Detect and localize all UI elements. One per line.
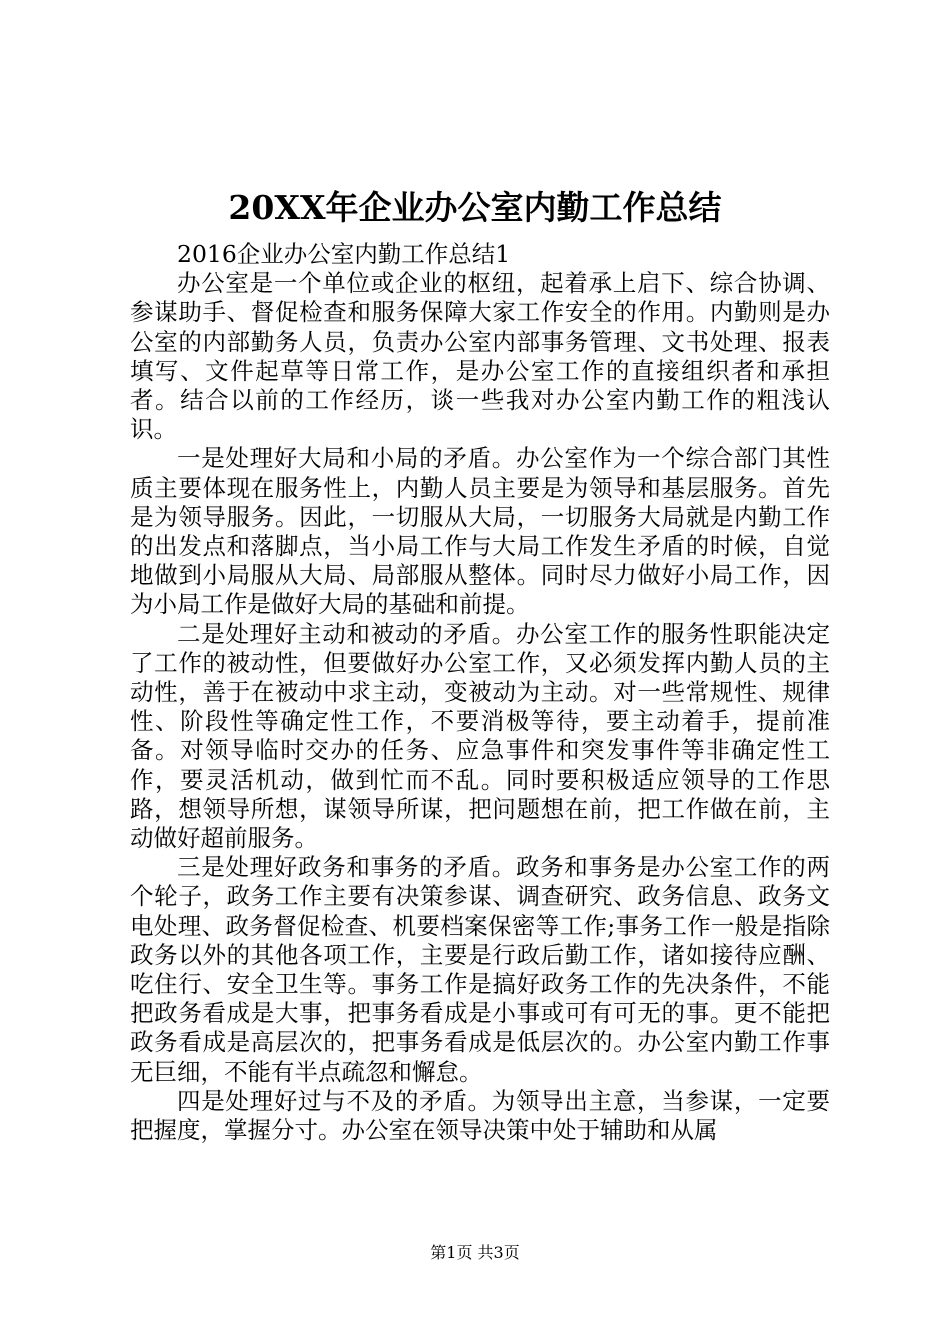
document-title: 20XX年企业办公室内勤工作总结 <box>228 188 722 227</box>
document-body <box>130 240 830 1145</box>
page-footer: 第1页 共3页 <box>430 1243 520 1262</box>
body-paragraph-1: 一是处理好大局和小局的矛盾。办公室作为一个综合部门其性质主要体现在服务性上，内勤人员主要是为领导和基层服务。首先是为领导服务。因此，一切服从大局，一切服务大局就是内勤工作的出发点和落脚点，当小局工作与大局工作发生矛盾的时候，自觉地做到小局服从大局、局部服从整体。同时尽力做好小局工作，因为小局工作是做好大局的基础和前提。 <box>130 444 830 619</box>
body-paragraph-2: 二是处理好主动和被动的矛盾。办公室工作的服务性职能决定了工作的被动性，但要做好办公室工作，又必须发挥内勤人员的主动性，善于在被动中求主动，变被动为主动。对一些常规性、规律性、阶段性等确定性工作，不要消极等待，要主动着手，提前准备。对领导临时交办的任务、应急事件和突发事件等非确定性工作，要灵活机动，做到忙而不乱。同时要积极适应领导的工作思路，想领导所想，谋领导所谋，把问题想在前，把工作做在前，主动做好超前服务。 <box>130 619 830 853</box>
body-paragraph-4: 四是处理好过与不及的矛盾。为领导出主意，当参谋，一定要把握度，掌握分寸。办公室在领导决策中处于辅助和从属 <box>130 1086 830 1145</box>
subtitle-paragraph: 2016企业办公室内勤工作总结1 <box>177 240 511 268</box>
body-paragraph-3: 三是处理好政务和事务的矛盾。政务和事务是办公室工作的两个轮子，政务工作主要有决策参谋、调查研究、政务信息、政务文电处理、政务督促检查、机要档案保密等工作;事务工作一般是指除政务以外的其他各项工作，主要是行政后勤工作，诸如接待应酬、吃住行、安全卫生等。事务工作是搞好政务工作的先决条件，不能把政务看成是大事，把事务看成是小事或可有可无的事。更不能把政务看成是高层次的，把事务看成是低层次的。办公室内勤工作事无巨细，不能有半点疏忽和懈怠。 <box>130 853 830 1086</box>
body-paragraph-intro: 办公室是一个单位或企业的枢纽，起着承上启下、综合协调、参谋助手、督促检查和服务保障大家工作安全的作用。内勤则是办公室的内部勤务人员，负责办公室内部事务管理、文书处理、报表填写、文件起草等日常工作，是办公室工作的直接组织者和承担者。结合以前的工作经历，谈一些我对办公室内勤工作的粗浅认识。 <box>130 269 830 444</box>
